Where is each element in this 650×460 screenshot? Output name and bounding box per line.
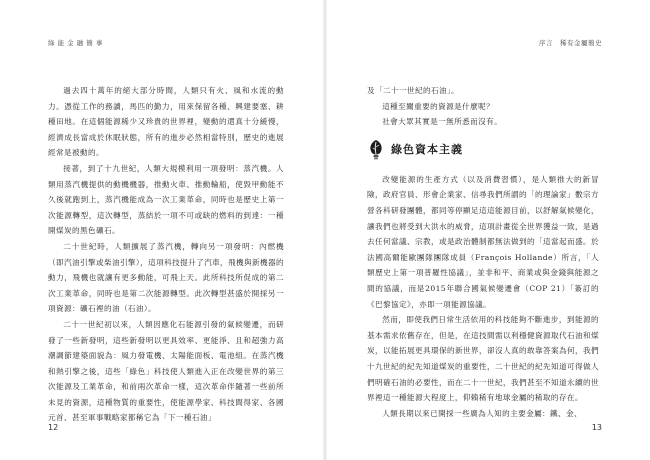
paragraph: 過去四十萬年的絕大部分時間，人類只有火、風和水流的動力。憑從工作的務讀，馬匹的勤力，用來保留各種、興建要塞、耕種田地。在這個能源稀少又珍貴的世界裡，變動的還真十分緩慢，經濟成長當成於休眠狀態，所有的進步必然相當特別，歷史的進展經常是被動的。 (48, 86, 284, 158)
paragraph: 社會大眾其實是一無所悉而沒有。 (382, 117, 503, 127)
paragraph: 然而，即使我們日常生活依用的科技能夠不斷進步，到能源的基本需求依舊存在，但是，在這技間需以利穩健資源取代石油和煤炭，以能拓展更具環保的新世界，卻沒人真的敢靠答案為何，我們十九世紀的紀先知道煤炭的重要性，二十世紀的紀先知道可得做人們明確石油的必要性，而在二十一世紀，我們甚至不知道永續的世界裡這一種能源大程度上，仰賴稀有地球金屬的稀取的存在。 (367, 315, 599, 403)
left-body-text (48, 83, 284, 426)
paragraph: 及「二十一世紀的石油」。 (367, 86, 460, 95)
left-running-head: 綠 能 金 融 簡 事 (48, 39, 103, 47)
right-page (325, 0, 650, 460)
leaf-bulb-icon (367, 138, 385, 162)
paragraph: 接著，到了十九世紀，人類大規模利用一項發明：蒸汽機。人類用蒸汽機提供的動機機器，推動火車、推動輪船，使毀甲動能不久後就跑到上，蒸汽機能成為一次工業革命，同時也是歷史上第一次能源轉型，這次轉型，蒸結於一項不可或缺的燃料的到達：一種開煤炭的黑色礦石。 (48, 163, 284, 236)
section-title: 綠色資本主義 (391, 142, 463, 156)
paragraph: 二十世紀時，人類擴展了蒸汽機，轉向另一項發明：內燃機（即汽油引擎或柴油引擎），這項科技提升了汽車，飛機與新機器的動力，飛機也就讓有更多動能，可飛上天。此所科技所促成的第二次工業革命，同時也是第二次能源轉型。此次轉型甚盛於開採另一項資源：礦石裡的油（石油）。 (48, 241, 285, 314)
page-number-left: 12 (48, 423, 59, 432)
paragraph: 這種至關重要的資源是什麼呢？ (382, 101, 495, 111)
page-number-right: 13 (591, 423, 602, 432)
paragraph: 改變能源的生產方式（以及消費習慣），是人類推大的新冒險，政府官員、形會企業家、信尋我們所謂的「的理論家」數宗方營各科研發團體，都同等停顯足這這能源目前，以舒解氣候變化，讓我們也將受到大洪水的威脅，這項計畫從全世界獲益一致，是過去任何當議、宗教，或是政治體制都無法做到的「這當起而盛。於法國高爾能歐團隊團隊成員（François Hollande）所言，「人類歷史上第一項普羅性協議」，並非和平、商業或與金錢與能源之間的協議，而是2015年聯合國氣候變遷會（COP 21）「簽訂的《巴黎協定》，亦即一項能源協議。 (367, 174, 599, 309)
right-body-text (367, 83, 599, 421)
paragraph: 人類長期以來已開採一些廣為人知的主要金屬：鐵、金、 (382, 408, 583, 418)
section-heading (367, 136, 599, 168)
right-running-head: 序言 稀有金屬簡史 (539, 39, 602, 47)
paragraph: 二十一世紀初以來，人類因應化石能源引發的氣候變遷，而研發了一些新發明，這些新發明以更具效率、更能淨、且和超強力高潮調節建築面貌為：風力發電機、太陽能面板、電池組。在蒸汽機和熱引擎之後，這些「綠色」科技使人類進入正在改變世界的第三次能源及工業革命，和前兩次革命一樣，這次革命伴隨著一些前所未見的資源，這種物質的重要性，使能源學家、科技間得家、各國元首、甚至軍事戰略家都稱它為「下一種石油」 (48, 319, 284, 423)
